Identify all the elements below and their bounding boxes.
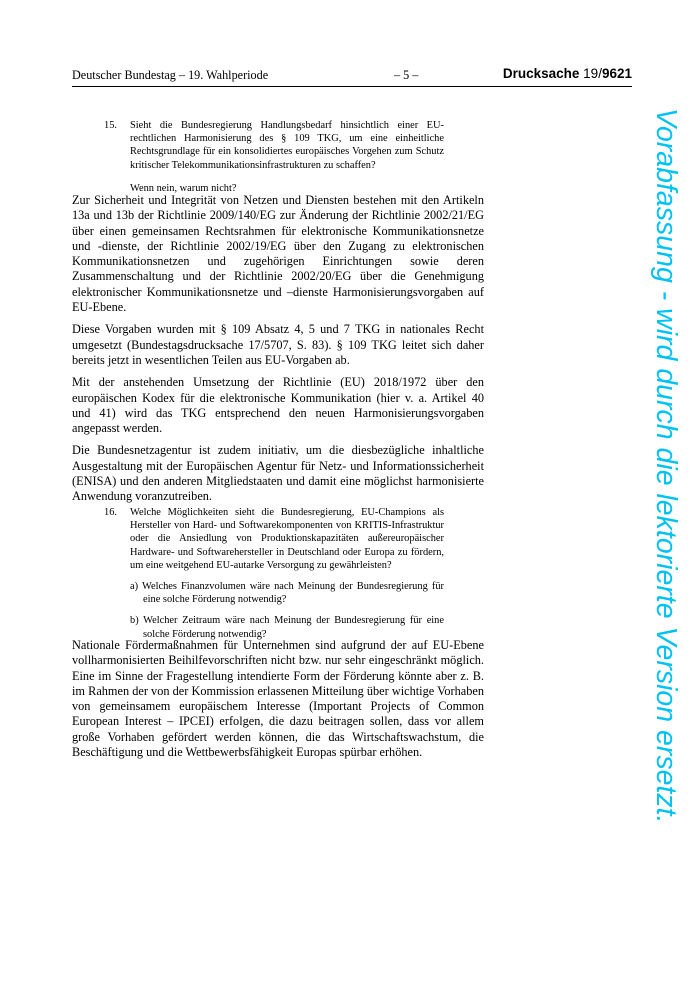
question-text: Welche Möglichkeiten sieht die Bundesregierung, EU-Champions als Hersteller von Hard- und Softwarekomponenten von KRITIS-Infrastruktur oder die Ansiedlung von Produktionskapazitäten außereuropäischer Hardware- und Softwarehersteller in Deutschland oder Europa zu fördern, um eine weitgehend EU-autarke Versorgung zu gewährleisten? (130, 507, 444, 571)
header-parliament: Deutscher Bundestag – 19. Wahlperiode (72, 68, 269, 82)
question-text: Sieht die Bundesregierung Handlungsbedarf hinsichtlich einer EU-rechtlichen Harmonisierung des § 109 TKG, um eine einheitliche Rechtsgrundlage für ein konsolidiertes europäisches Vorgehen zum Schutz kritischer Telekommunikationsinfrastrukturen zu schaffen? (130, 120, 444, 171)
doc-number: 9621 (601, 66, 632, 81)
question-followup: Wenn nein, warum nicht? (130, 182, 237, 194)
question-16 (104, 506, 444, 641)
page-number: – 5 – (394, 68, 419, 82)
answer-paragraph: Die Bundesnetzagentur ist zudem initiativ, um die diesbezügliche inhaltliche Ausgestaltung mit der Europäischen Agentur für Netz- und Informationssicherheit (ENISA) und den anderen Mitgliedstaaten und damit eine möglichst harmonisierte Anwendung voranzutreiben. (72, 443, 484, 504)
answer-paragraph: Diese Vorgaben wurden mit § 109 Absatz 4, 5 und 7 TKG in nationales Recht umgesetzt (Bundestagsdrucksache 17/5707, S. 83). § 109 TKG leitet sich daher bereits jetzt in wesentlichen Teilen aus EU-Vorgaben ab. (72, 322, 484, 367)
subquestion-b: b) Welcher Zeitraum wäre nach Meinung der Bundesregierung für eine solche Förderung notwendig? (130, 615, 444, 640)
answer-15 (72, 193, 484, 512)
question-number: 16. (104, 507, 117, 518)
question-number: 15. (104, 120, 117, 131)
question-15 (104, 119, 444, 195)
document-number (503, 66, 632, 81)
draft-watermark: Vorabfassung - wird durch die lektorierte Version ersetzt. (650, 108, 682, 824)
answer-paragraph: Mit der anstehenden Umsetzung der Richtlinie (EU) 2018/1972 über den europäischen Kodex für die elektronische Kommunikation (hier v. a. Artikel 40 und 41) wird das TKG entsprechend den neuen Harmonisierungsvorgaben angepasst werden. (72, 375, 484, 436)
subquestion-a: a) Welches Finanzvolumen wäre nach Meinung der Bundesregierung für eine solche Förderung notwendig? (130, 581, 444, 606)
page-header (72, 66, 632, 87)
answer-paragraph: Nationale Fördermaßnahmen für Unternehmen sind aufgrund der auf EU-Ebene vollharmonisierten Beihilfevorschriften nicht bzw. nur sehr eingeschränkt möglich. Eine im Sinne der Fragestellung intendierte Form der Förderung könnte aber z. B. im Rahmen der von der Kommission erlassenen Mitteilung über wichtige Vorhaben von gemeinsamem europäischem Interesse (Important Projects of Common European Interest – IPCEI) erfolgen, die dazu beitragen sollen, dass vor allem große Vorhaben gefördert werden können, die das Wirtschaftswachstum, die Beschäftigung und die Wettbewerbsfähigkeit Europas spürbar erhöhen. (72, 638, 484, 760)
answer-paragraph: Zur Sicherheit und Integrität von Netzen und Diensten bestehen mit den Artikeln 13a und 13b der Richtlinie 2009/140/EG zur Änderung der Richtlinie 2002/21/EG über einen gemeinsamen Rechtsrahmen für elektronische Kommunikationsnetze und -dienste, der Richtlinie 2002/19/EG über den Zugang zu elektronischen Kommunikationsnetzen und zugehörigen Einrichtungen sowie deren Zusammenschaltung und der Richtlinie 2002/20/EG über die Genehmigung elektronischer Kommunikationsnetze und –dienste Harmonisierungsvorgaben auf EU-Ebene. (72, 193, 484, 315)
doc-label: Drucksache (502, 66, 580, 81)
answer-16 (72, 638, 484, 767)
doc-period: 19/ (583, 66, 602, 81)
